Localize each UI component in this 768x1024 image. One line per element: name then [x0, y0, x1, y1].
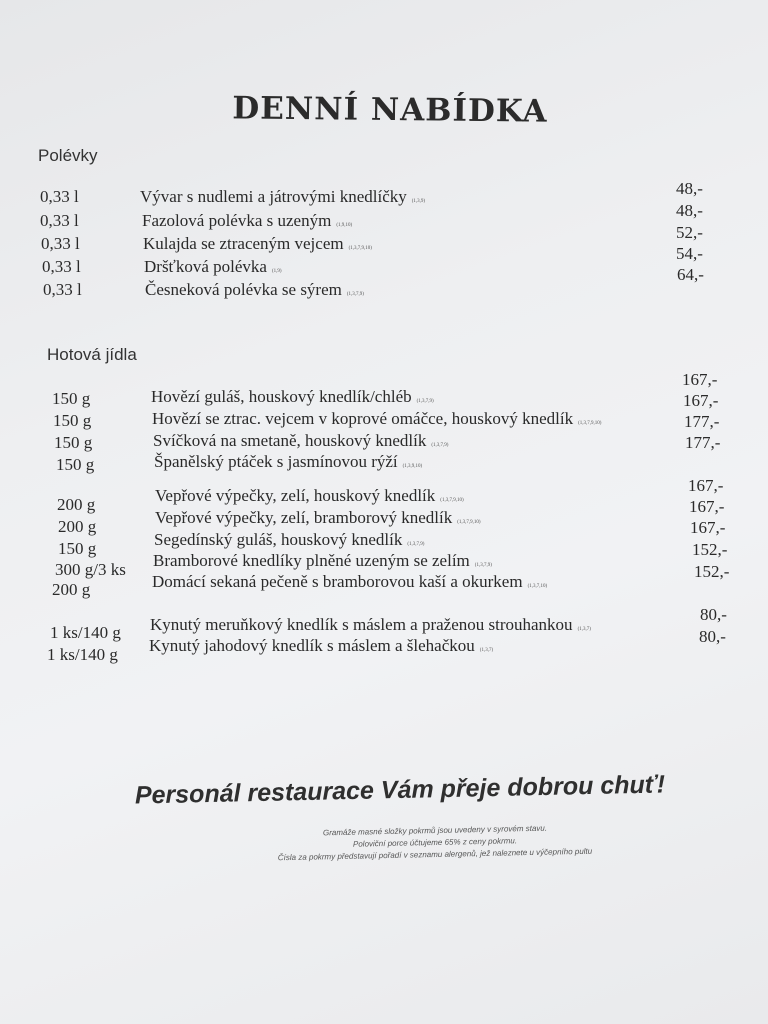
main-item [150, 615, 591, 635]
main-item [149, 636, 493, 656]
main-name: Hovězí guláš, houskový knedlík/chléb [151, 387, 412, 406]
main-name: Hovězí se ztrac. vejcem v koprové omáčce, houskový knedlík [152, 409, 574, 428]
main-item [153, 431, 448, 451]
main-qty: 150 g [56, 455, 95, 474]
main-name: Španělský ptáček s jasmínovou rýží [154, 452, 398, 471]
main-qty: 300 g/3 ks [55, 560, 126, 579]
main-price: 80,- [700, 605, 727, 624]
allergen-codes: (1,9,10) [336, 223, 353, 228]
soup-qty: 0,33 l [42, 257, 81, 276]
main-price: 167,- [683, 391, 719, 410]
main-price: 177,- [685, 433, 721, 452]
allergen-codes: (1,3,7,9,10) [578, 421, 602, 426]
soup-price: 64,- [677, 265, 704, 284]
allergen-codes: (1,3,7,9) [407, 542, 425, 547]
main-item [154, 530, 424, 550]
soup-item [144, 257, 282, 277]
allergen-codes: (1,3,7) [577, 627, 591, 632]
main-item [155, 508, 481, 528]
soup-item [140, 187, 425, 207]
soup-name: Dršťková polévka [144, 257, 267, 276]
main-name: Kynutý jahodový knedlík s máslem a šlehačkou [149, 636, 475, 655]
soup-qty: 0,33 l [43, 280, 82, 299]
soup-name: Vývar s nudlemi a játrovými knedlíčky [140, 187, 407, 206]
main-name: Vepřové výpečky, zelí, houskový knedlík [155, 486, 436, 505]
soup-price: 54,- [676, 244, 703, 263]
main-price: 167,- [682, 370, 718, 389]
allergen-codes: (1,3,7) [479, 648, 494, 653]
soup-price: 48,- [676, 201, 703, 220]
main-item [154, 452, 422, 472]
main-price: 80,- [699, 627, 726, 646]
main-name: Domácí sekaná pečeně s bramborovou kaší a okurkem [152, 572, 523, 591]
footnote-half-portion: Poloviční porce účtujeme 65% z ceny pokrmu. [352, 836, 518, 849]
main-price: 152,- [692, 540, 728, 559]
main-price: 152,- [694, 562, 730, 581]
main-price: 167,- [688, 476, 724, 495]
allergen-codes: (1,3,7,9,10) [440, 498, 464, 503]
menu-title: DENNÍ NABÍDKA [232, 90, 548, 130]
allergen-codes: (1,3,7,9,10) [348, 246, 372, 251]
main-name: Kynutý meruňkový knedlík s máslem a praženou strouhankou [150, 615, 573, 634]
allergen-codes: (1,3,7,10) [527, 584, 548, 589]
soup-name: Fazolová polévka s uzeným [142, 211, 332, 230]
main-qty: 200 g [52, 580, 91, 599]
closing-message: Personál restaurace Vám přeje dobrou chuť! [134, 770, 666, 810]
main-price: 177,- [684, 412, 720, 431]
soup-name: Česneková polévka se sýrem [145, 280, 342, 299]
main-item [152, 409, 601, 429]
allergen-codes: (1,3,9,10) [402, 464, 423, 469]
main-qty: 150 g [58, 539, 97, 558]
soup-qty: 0,33 l [40, 211, 79, 230]
main-qty: 150 g [54, 433, 93, 452]
main-name: Segedínský guláš, houskový knedlík [154, 530, 403, 549]
soup-item [145, 280, 364, 300]
soup-item [143, 234, 372, 254]
main-qty: 200 g [57, 495, 96, 514]
main-qty: 1 ks/140 g [47, 645, 118, 664]
soup-price: 52,- [676, 223, 703, 242]
allergen-codes: (1,3,7,9) [474, 563, 492, 568]
main-price: 167,- [690, 518, 726, 537]
allergen-codes: (1,9) [271, 269, 282, 274]
main-item [155, 486, 464, 506]
main-qty: 200 g [58, 517, 97, 536]
main-name: Svíčková na smetaně, houskový knedlík [153, 431, 427, 450]
main-name: Vepřové výpečky, zelí, bramborový knedlík [155, 508, 453, 527]
soup-qty: 0,33 l [41, 234, 80, 253]
soup-item [142, 211, 352, 231]
main-qty: 150 g [52, 389, 91, 408]
soup-name: Kulajda se ztraceným vejcem [143, 234, 344, 253]
allergen-codes: (1,3,7,9,10) [457, 520, 481, 525]
main-qty: 150 g [53, 411, 92, 430]
main-item [151, 387, 434, 407]
allergen-codes: (1,3,7,9) [416, 399, 434, 404]
soups-heading: Polévky [38, 146, 98, 165]
allergen-codes: (1,3,9) [411, 199, 426, 204]
soup-price: 48,- [676, 179, 703, 198]
main-item [152, 572, 547, 592]
main-name: Bramborové knedlíky plněné uzeným se zelím [153, 551, 470, 570]
main-item [153, 551, 492, 571]
allergen-codes: (1,3,7,9) [431, 443, 449, 448]
mains-heading: Hotová jídla [47, 345, 137, 364]
main-price: 167,- [689, 497, 725, 516]
allergen-codes: (1,3,7,9) [346, 292, 364, 297]
main-qty: 1 ks/140 g [50, 623, 121, 642]
soup-qty: 0,33 l [40, 187, 79, 206]
footnote-allergens: Čísla za pokrmy představují pořadí v seznamu alergenů, jež naleznete u výčepního pultu [277, 846, 593, 863]
footnote-weight: Gramáže masné složky pokrmů jsou uvedeny v syrovém stavu. [322, 823, 548, 838]
